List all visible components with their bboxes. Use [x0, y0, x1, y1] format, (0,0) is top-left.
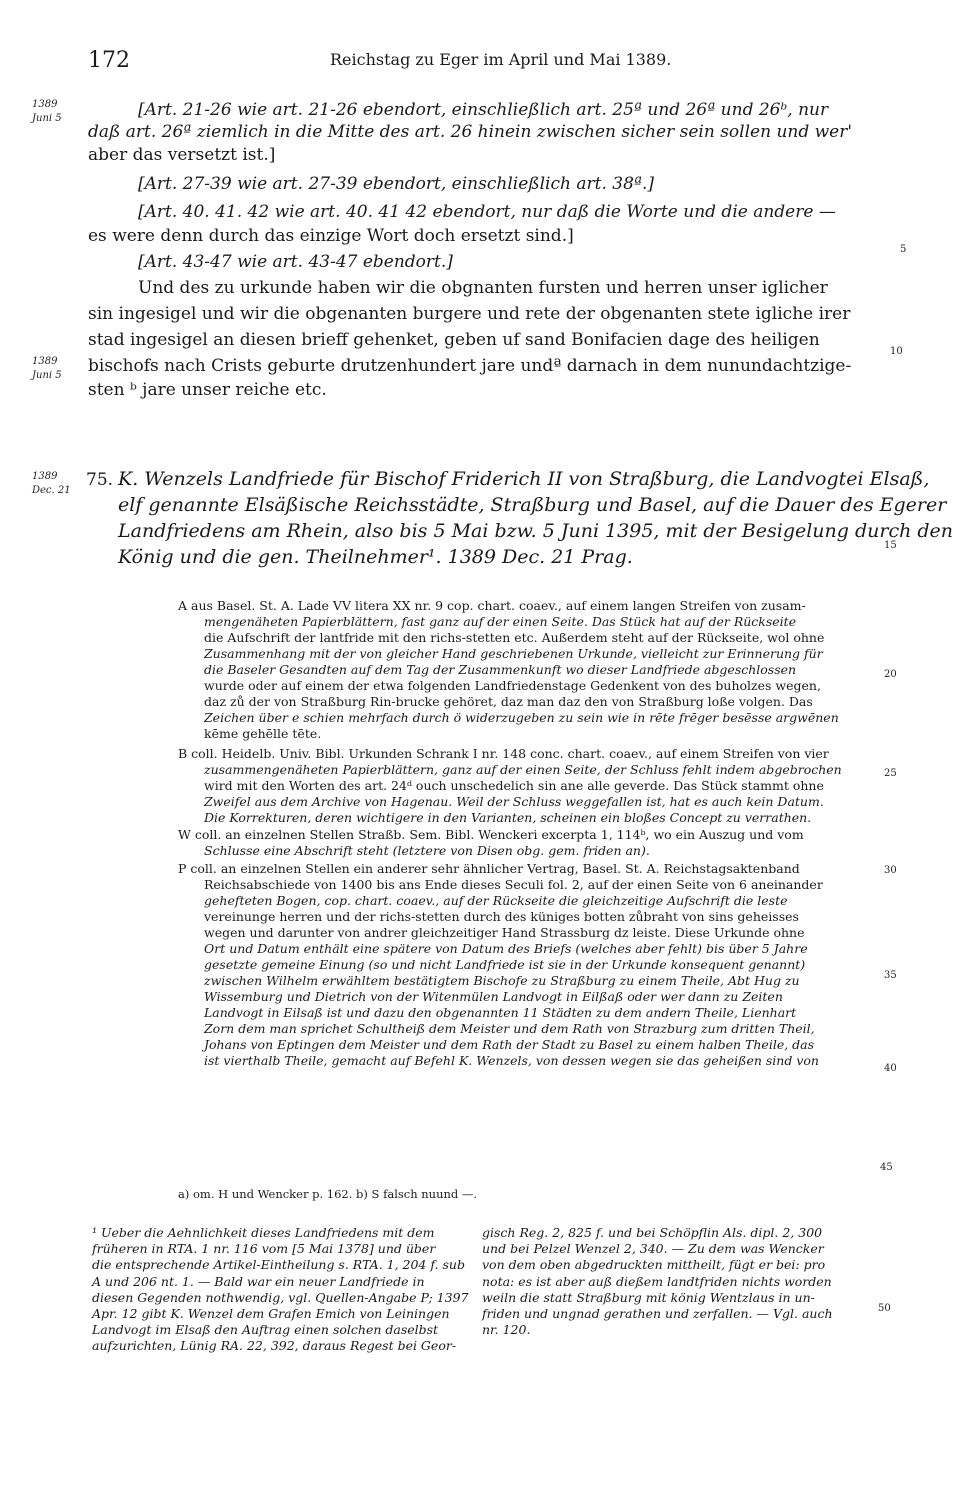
source-line: wird mit den Worten des art. 24ᵈ ouch unschedelich sin ane alle geverde. Das Stück stammt ohne	[204, 778, 824, 793]
source-line: Landvogt in Eilsaß ist und dazu den obgenannten 11 Städten zu dem andern Theile, Lienhart	[204, 1005, 797, 1020]
source-line: gesetzte gemeine Einung (so und nicht Landfriede ist sie in der Urkunde konsequent genannt)	[204, 957, 806, 972]
text-line: [Art. 40. 41. 42 wie art. 40. 41 42 ebendort, nur daß die Worte und die andere —	[138, 202, 836, 222]
line-number: 30	[884, 865, 897, 876]
source-line: W coll. an einzelnen Stellen Straßb. Sem. Bibl. Wenckeri excerpta 1, 114ᵇ, wo ein Auszug und vom	[178, 827, 804, 842]
margin-note-entry	[32, 470, 71, 498]
line-number: 5	[900, 244, 907, 255]
entry-number: 75.	[86, 470, 114, 490]
footnote-right-column	[482, 1225, 862, 1338]
margin-year: 1389	[32, 356, 58, 367]
margin-date: Juni 5	[32, 370, 62, 381]
source-line: Reichsabschiede von 1400 bis ans Ende dieses Seculi fol. 2, auf der einen Seite von 6 aneinander	[204, 877, 823, 892]
source-line: die Aufschrift der lantfride mit den richs-stetten etc. Außerdem steht auf der Rückseite, wol ohne	[204, 630, 825, 645]
footnote-left-column	[92, 1225, 472, 1355]
source-line: Zorn dem man sprichet Schultheiß dem Meister und dem Rath von Strazburg zum dritten Theil,	[204, 1021, 815, 1036]
source-line: Die Korrekturen, deren wichtigere in den Varianten, scheinen ein bloßes Concept zu verrathen.	[204, 810, 812, 825]
footnote-line: weiln die statt Straßburg mit könig Wentzlaus in un-	[482, 1289, 815, 1305]
line-number: 15	[884, 540, 897, 551]
entry-title-line: König und die gen. Theilnehmer¹. 1389 Dec. 21 Prag.	[118, 546, 633, 568]
footnote-line: A und 206 nt. 1. — Bald war ein neuer Landfriede in	[92, 1273, 425, 1289]
text-line: aber das versetzt ist.]	[88, 145, 276, 165]
source-line: ist vierthalb Theile, gemacht auf Befehl K. Wenzels, von dessen wegen sie das geheißen sind von	[204, 1053, 819, 1068]
source-line: gehefteten Bogen, cop. chart. coaev., auf der Rückseite die gleichzeitige Aufschrift die leste	[204, 893, 788, 908]
source-line: P coll. an einzelnen Stellen ein anderer sehr ähnlicher Vertrag, Basel. St. A. Reichstagsaktenband	[178, 861, 800, 876]
footnote-line: die entsprechende Artikel-Eintheilung s. RTA. 1, 204 f. sub	[92, 1257, 465, 1273]
margin-note-mid	[32, 355, 62, 383]
source-line: mengenäheten Papierblättern, fast ganz auf der einen Seite. Das Stück hat auf der Rückseite	[204, 614, 797, 629]
margin-year: 1389	[32, 471, 58, 482]
margin-note-top	[32, 98, 62, 126]
text-line: [Art. 27-39 wie art. 27-39 ebendort, einschließlich art. 38ª.]	[138, 174, 655, 194]
footnote-line: aufzurichten, Lünig RA. 22, 392, daraus Regest bei Geor-	[92, 1338, 457, 1354]
source-line: Wissemburg und Dietrich von der Witenmülen Landvogt in Eilßaß oder wer dann zu Zeiten	[204, 989, 783, 1004]
page-number: 172	[88, 48, 130, 73]
footnote-line: Landvogt im Elsaß den Auftrag einen solchen daselbst	[92, 1322, 439, 1338]
margin-date: Dec. 21	[32, 485, 71, 496]
text-line: sin ingesigel und wir die obgenanten burgere und rete der obgenanten stete igliche irer	[88, 304, 851, 324]
line-number: 50	[878, 1303, 891, 1314]
margin-year: 1389	[32, 99, 58, 110]
line-number: 35	[884, 970, 897, 981]
text-line: [Art. 21-26 wie art. 21-26 ebendort, einschließlich art. 25ª und 26ª und 26ᵇ, nur	[138, 100, 829, 120]
source-line: Ort und Datum enthält eine spätere von Datum des Briefs (welches aber fehlt) bis über 5 Jahre	[204, 941, 808, 956]
text-line: stad ingesigel an diesen brieff gehenket, geben uf sand Bonifacien dage des heiligen	[88, 330, 820, 350]
source-line: vereinunge herren und der richs-stetten durch des küniges botten zůbraht von sins geheisses	[204, 909, 799, 924]
footnote-line: diesen Gegenden nothwendig, vgl. Quellen-Angabe P; 1397	[92, 1289, 469, 1305]
entry-title-line: K. Wenzels Landfriede für Bischof Friderich II von Straßburg, die Landvogtei Elsaß,	[118, 468, 930, 490]
source-line: B coll. Heidelb. Univ. Bibl. Urkunden Schrank I nr. 148 conc. chart. coaev., auf einem Streifen von vier	[178, 746, 829, 761]
footnote-line: und bei Pelzel Wenzel 2, 340. — Zu dem was Wencker	[482, 1241, 824, 1257]
footnote-line: nr. 120.	[482, 1322, 531, 1338]
footnote-line: nota: es ist aber auß dießem landtfriden nichts worden	[482, 1273, 832, 1289]
source-line: kēme gehēlle tēte.	[204, 726, 322, 741]
source-line: Zeichen über e schien mehrfach durch ö widerzugeben zu sein wie in rēte frēger besēsse argwēnen	[204, 710, 839, 725]
footnote-line: von dem oben abgedruckten mittheilt, fügt er bei: pro	[482, 1257, 826, 1273]
line-number: 25	[884, 768, 897, 779]
text-line: bischofs nach Crists geburte drutzenhundert jare undª darnach in dem nunundachtzige-	[88, 356, 852, 376]
source-line: wegen und darunter von andrer gleichzeitiger Hand Strassburg dz leiste. Diese Urkunde ohne	[204, 925, 805, 940]
source-line: Zweifel aus dem Archive von Hagenau. Weil der Schluss weggefallen ist, hat es auch kein Datum.	[204, 794, 824, 809]
running-head: Reichstag zu Eger im April und Mai 1389.	[330, 50, 672, 69]
margin-date: Juni 5	[32, 113, 62, 124]
text-line: [Art. 43-47 wie art. 43-47 ebendort.]	[138, 252, 453, 272]
source-line: wurde oder auf einem der etwa folgenden Landfriedenstage Gedenkent von des buholzes wegen,	[204, 678, 821, 693]
text-line: daß art. 26ª ziemlich in die Mitte des art. 26 hinein zwischen sicher sein sollen und wer'	[88, 122, 853, 142]
footnote-line: früheren in RTA. 1 nr. 116 vom [5 Mai 1378] und über	[92, 1241, 436, 1257]
entry-title-line: elf genannte Elsäßische Reichsstädte, Straßburg und Basel, auf die Dauer des Egerer	[118, 494, 947, 516]
source-line: Zusammenhang mit der von gleicher Hand geschriebenen Urkunde, vielleicht zur Erinnerung für	[204, 646, 823, 661]
source-line: daz zů der von Straßburg Rin-brucke gehöret, daz man daz den von Straßburg loße volgen. Das	[204, 694, 813, 709]
source-line: zusammengenäheten Papierblättern, ganz auf der einen Seite, der Schluss fehlt indem abgebrochen	[204, 762, 842, 777]
line-number: 40	[884, 1063, 897, 1074]
source-line: die Baseler Gesandten auf dem Tag der Zusammenkunft wo dieser Landfriede abgeschlossen	[204, 662, 797, 677]
source-line: Schlusse eine Abschrift steht (letztere von Disen obg. gem. friden an).	[204, 843, 650, 858]
line-number: 10	[890, 346, 903, 357]
text-line: Und des zu urkunde haben wir die obgnanten fursten und herren unser iglicher	[138, 278, 828, 298]
footnote-line: friden und ungnad gerathen und zerfallen. — Vgl. auch	[482, 1306, 833, 1322]
source-line: zwischen Wilhelm erwähltem bestätigtem Bischofe zu Straßburg zu einem Theile, Abt Hug zu	[204, 973, 800, 988]
footnote-line: ¹ Ueber die Aehnlichkeit dieses Landfriedens mit dem	[92, 1225, 435, 1240]
footnote-line: Apr. 12 gibt K. Wenzel dem Grafen Emich von Leiningen	[92, 1306, 450, 1322]
text-line: sten ᵇ jare unser reiche etc.	[88, 380, 327, 400]
footnote-line: gisch Reg. 2, 825 f. und bei Schöpflin Als. dipl. 2, 300	[482, 1225, 823, 1240]
line-number: 20	[884, 669, 897, 680]
entry-title-line: Landfriedens am Rhein, also bis 5 Mai bzw. 5 Juni 1395, mit der Besigelung durch den	[118, 520, 954, 542]
variant-notes: a) om. H und Wencker p. 162. b) S falsch nuund —.	[178, 1187, 478, 1201]
line-number: 45	[880, 1162, 893, 1173]
source-line: Johans von Eptingen dem Meister und dem Rath der Stadt zu Basel zu einem halben Theile, das	[204, 1037, 815, 1052]
text-line: es were denn durch das einzige Wort doch ersetzt sind.]	[88, 226, 574, 246]
source-line: A aus Basel. St. A. Lade VV litera XX nr. 9 cop. chart. coaev., auf einem langen Streifen von zusam-	[178, 598, 806, 613]
